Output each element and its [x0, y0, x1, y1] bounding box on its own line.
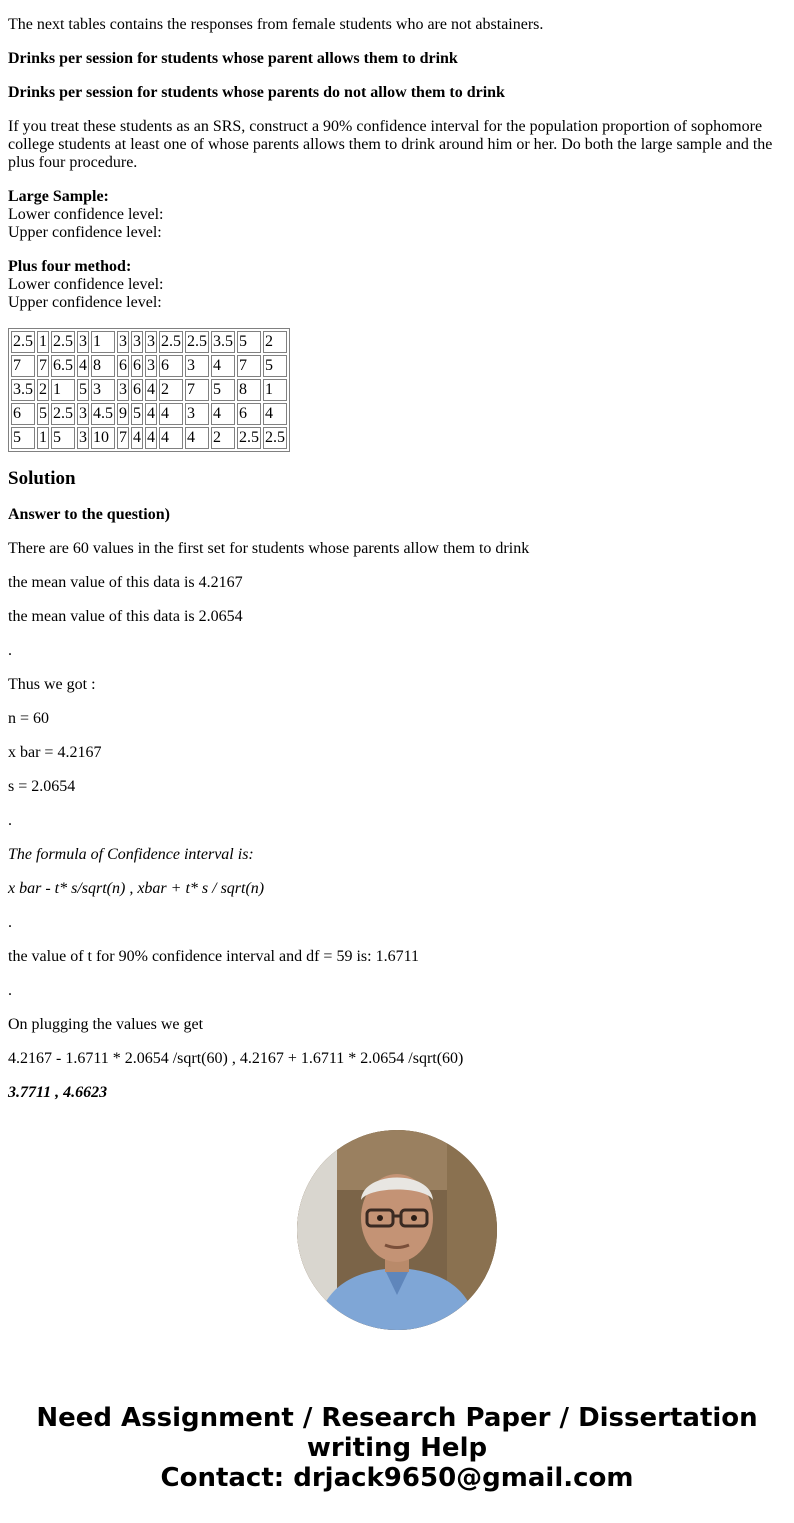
table-cell: 4 — [145, 403, 157, 425]
table-cell: 1 — [37, 427, 49, 449]
banner-line-1: Need Assignment / Research Paper / Dissertation — [36, 1403, 758, 1433]
avatar-portrait-icon — [297, 1130, 497, 1330]
formula-title: The formula of Confidence interval is: — [8, 846, 254, 863]
table-cell: 6 — [237, 403, 261, 425]
table-cell: 5 — [51, 427, 75, 449]
separator-dot: . — [8, 812, 12, 829]
table-row — [11, 427, 287, 449]
plus-four-block — [8, 258, 786, 312]
thus-text: Thus we got : — [8, 676, 96, 693]
table-cell: 4 — [145, 427, 157, 449]
table-cell: 4 — [211, 355, 235, 377]
table-cell: 7 — [117, 427, 129, 449]
table-cell: 6 — [159, 355, 183, 377]
large-sample-title: Large Sample: — [8, 188, 109, 205]
mean-text: the mean value of this data is 4.2167 — [8, 574, 243, 591]
table-cell: 3 — [131, 331, 143, 353]
table-cell: 4 — [159, 403, 183, 425]
table-cell: 2 — [37, 379, 49, 401]
banner-contact: Contact: drjack9650@gmail.com — [160, 1463, 634, 1493]
table-cell: 9 — [117, 403, 129, 425]
plus-four-title: Plus four method: — [8, 258, 132, 275]
computation-text: 4.2167 - 1.6711 * 2.0654 /sqrt(60) , 4.2167 + 1.6711 * 2.0654 /sqrt(60) — [8, 1050, 464, 1067]
table-cell: 7 — [37, 355, 49, 377]
table-cell: 10 — [91, 427, 115, 449]
table-cell: 2.5 — [263, 427, 287, 449]
table-cell: 6 — [117, 355, 129, 377]
table-cell: 3 — [117, 331, 129, 353]
table-row — [11, 379, 287, 401]
separator-dot: . — [8, 914, 12, 931]
banner-line-2: writing Help — [306, 1433, 488, 1463]
xbar-value: x bar = 4.2167 — [8, 744, 102, 761]
table-cell: 3 — [185, 355, 209, 377]
table-cell: 8 — [91, 355, 115, 377]
t-value-text: the value of t for 90% confidence interval and df = 59 is: 1.6711 — [8, 948, 419, 965]
table-cell: 2 — [263, 331, 287, 353]
table-cell: 6 — [11, 403, 35, 425]
table-cell: 7 — [11, 355, 35, 377]
table-cell: 5 — [237, 331, 261, 353]
table-cell: 4 — [263, 403, 287, 425]
plus-four-upper: Upper confidence level: — [8, 294, 162, 311]
table-cell: 1 — [91, 331, 115, 353]
table-cell: 6 — [131, 379, 143, 401]
table-cell: 4 — [77, 355, 89, 377]
table-cell: 8 — [237, 379, 261, 401]
large-sample-lower: Lower confidence level: — [8, 206, 164, 223]
table-cell: 2.5 — [237, 427, 261, 449]
avatar — [297, 1130, 497, 1330]
separator-dot: . — [8, 642, 12, 659]
question-text: If you treat these students as an SRS, construct a 90% confidence interval for the population proportion of sophomore college students at least one of whose parents allows them to drink around him or her. Do both the large sample and the plus four procedure. — [8, 118, 773, 171]
plugging-text: On plugging the values we get — [8, 1016, 204, 1033]
table-cell: 3 — [91, 379, 115, 401]
table-cell: 1 — [263, 379, 287, 401]
table-cell: 3 — [145, 331, 157, 353]
table-cell: 2.5 — [11, 331, 35, 353]
heading-allow: Drinks per session for students whose parent allows them to drink — [8, 50, 458, 67]
count-text: There are 60 values in the first set for students whose parents allow them to drink — [8, 540, 530, 557]
table-cell: 4 — [211, 403, 235, 425]
table-cell: 5 — [211, 379, 235, 401]
table-cell: 7 — [237, 355, 261, 377]
table-cell: 6 — [131, 355, 143, 377]
result-text: 3.7711 , 4.6623 — [8, 1084, 108, 1101]
table-cell: 5 — [263, 355, 287, 377]
data-table — [8, 328, 290, 452]
solution-heading: Solution — [8, 468, 76, 489]
table-cell: 5 — [77, 379, 89, 401]
table-cell: 7 — [185, 379, 209, 401]
table-cell: 3 — [117, 379, 129, 401]
n-value: n = 60 — [8, 710, 50, 727]
large-sample-block — [8, 188, 786, 242]
table-cell: 4.5 — [91, 403, 115, 425]
table-cell: 5 — [11, 427, 35, 449]
table-cell: 2.5 — [159, 331, 183, 353]
table-cell: 4 — [145, 379, 157, 401]
help-banner — [0, 1403, 794, 1493]
table-cell: 6.5 — [51, 355, 75, 377]
formula-text: x bar - t* s/sqrt(n) , xbar + t* s / sqrt(n) — [8, 880, 265, 897]
table-cell: 5 — [37, 403, 49, 425]
table-cell: 3 — [185, 403, 209, 425]
avatar-container — [8, 1130, 786, 1335]
table-cell: 3.5 — [11, 379, 35, 401]
table-row — [11, 403, 287, 425]
large-sample-upper: Upper confidence level: — [8, 224, 162, 241]
table-cell: 2 — [211, 427, 235, 449]
plus-four-lower: Lower confidence level: — [8, 276, 164, 293]
sd-text: the mean value of this data is 2.0654 — [8, 608, 243, 625]
separator-dot: . — [8, 982, 12, 999]
table-cell: 2.5 — [51, 331, 75, 353]
table-cell: 3 — [145, 355, 157, 377]
table-row — [11, 331, 287, 353]
table-cell: 2 — [159, 379, 183, 401]
table-cell: 1 — [37, 331, 49, 353]
table-cell: 3 — [77, 403, 89, 425]
table-cell: 1 — [51, 379, 75, 401]
table-cell: 3.5 — [211, 331, 235, 353]
table-cell: 3 — [77, 331, 89, 353]
table-cell: 4 — [131, 427, 143, 449]
table-cell: 2.5 — [51, 403, 75, 425]
intro-text: The next tables contains the responses from female students who are not abstainers. — [8, 16, 544, 33]
table-cell: 3 — [77, 427, 89, 449]
table-cell: 2.5 — [185, 331, 209, 353]
table-row — [11, 355, 287, 377]
s-value: s = 2.0654 — [8, 778, 76, 795]
heading-not-allow: Drinks per session for students whose parents do not allow them to drink — [8, 84, 505, 101]
table-cell: 4 — [185, 427, 209, 449]
answer-title: Answer to the question) — [8, 506, 170, 523]
table-cell: 5 — [131, 403, 143, 425]
table-cell: 4 — [159, 427, 183, 449]
